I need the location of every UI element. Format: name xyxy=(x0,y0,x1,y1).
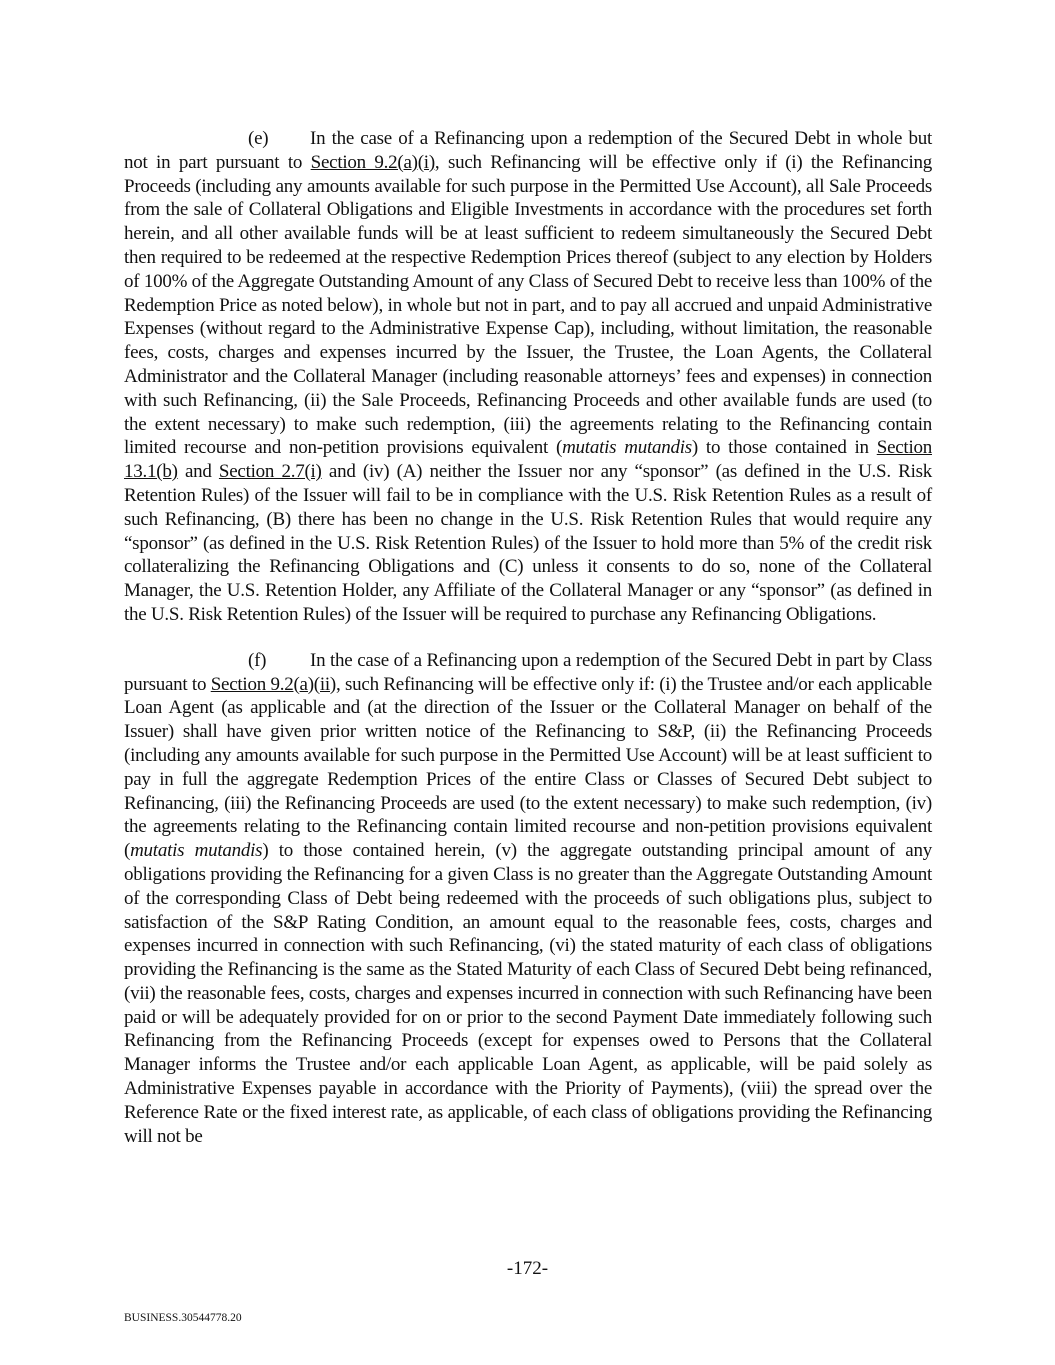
paragraph-f xyxy=(124,649,932,1149)
text-segment: ) to those contained in xyxy=(691,437,877,459)
body-text xyxy=(124,127,932,1148)
document-id: BUSINESS.30544778.20 xyxy=(124,1312,242,1324)
section-reference-link[interactable]: Section 9.2(a)(i) xyxy=(310,151,435,173)
section-reference-link[interactable]: Section 13.1(b) xyxy=(124,437,932,483)
text-segment: In the case of a Refinancing upon a redemption of the Secured Debt in part by Class pursuant to xyxy=(124,649,932,695)
italic-term: mutatis mutandis xyxy=(562,437,692,459)
text-segment: ) to those contained herein, (v) the aggregate outstanding principal amount of any obligations providing the Refinancing for a given Class is no greater than the Aggregate Outstanding Amount of the corresponding Class of Debt being redeemed with the proceeds of such obligations plus, subject to satisfaction of the S&P Rating Condition, an amount equal to the reasonable fees, costs, charges and expenses incurred in connection with such Refinancing, (vi) the stated maturity of each class of obligations providing the Refinancing is the same as the Stated Maturity of each Class of Secured Debt being refinanced, (vii) the reasonable fees, costs, charges and expenses incurred in connection with such Refinancing have been paid or will be adequately provided for on or prior to the second Payment Date immediately following such Refinancing from the Refinancing Proceeds (except for expenses owed to Persons that the Collateral Manager informs the Trustee and/or each applicable Loan Agent, as applicable, will be paid solely as Administrative Expenses payable in accordance with the Priority of Payments), (viii) the spread over the Reference Rate or the fixed interest rate, as applicable, of each class of obligations providing the Refinancing will not be xyxy=(124,840,932,1147)
text-segment: and (iv) (A) neither the Issuer nor any “sponsor” (as defined in the U.S. Risk Retention Rules) of the Issuer will fail to be in compliance with the U.S. Risk Retention Rules as a result of such Refinancing, (B) there has been no change in the U.S. Risk Retention Rules that would require any “sponsor” (as defined in the U.S. Risk Retention Rules) of the Issuer to hold more than 5% of the credit risk collateralizing the Refinancing Obligations and (C) unless it consents to do so, none of the Collateral Manager, the U.S. Retention Holder, any Affiliate of the Collateral Manager or any “sponsor” (as defined in the U.S. Risk Retention Rules) of the Issuer will be required to purchase any Refinancing Obligations. xyxy=(124,461,932,625)
text-segment: , such Refinancing will be effective only if (i) the Refinancing Proceeds (including any amounts available for such purpose in the Permitted Use Account), all Sale Proceeds from the sale of Collateral Obligations and Eligible Investments in accordance with the procedures set forth herein, and all other available funds will be at least sufficient to redeem simultaneously the Secured Debt then required to be redeemed at the respective Redemption Prices thereof (subject to any election by Holders of 100% of the Aggregate Outstanding Amount of any Class of Secured Debt to receive less than 100% of the Redemption Price as noted below), in whole but not in part, and to pay all accrued and unpaid Administrative Expenses (without regard to the Administrative Expense Cap), including, without limitation, the reasonable fees, costs, charges and expenses incurred by the Issuer, the Trustee, the Loan Agents, the Collateral Administrator and the Collateral Manager (including reasonable attorneys’ fees and expenses) in connection with such Refinancing, (ii) the Sale Proceeds, Refinancing Proceeds and other available funds are used (to the extent necessary) to make such redemption, (iii) the agreements relating to the Refinancing contain limited recourse and non-petition provisions equivalent ( xyxy=(124,151,932,459)
text-segment: In the case of a Refinancing upon a redemption of the Secured Debt in whole but not in part pursuant to xyxy=(124,128,932,173)
text-segment: and xyxy=(177,461,219,483)
section-reference-link[interactable]: Section 2.7(i) xyxy=(218,461,322,483)
page-number: -172- xyxy=(506,1258,549,1279)
paragraph-marker: (e) xyxy=(248,128,269,149)
paragraph-e xyxy=(124,127,932,627)
paragraph-marker: (f) xyxy=(248,649,267,671)
text-segment: , such Refinancing will be effective only if: (i) the Trustee and/or each applicable Loan Agent (as applicable and (at the direction of the Issuer or the Collateral Manager on behalf of the Issuer) shall have given prior written notice of the Refinancing to S&P, (ii) the Refinancing Proceeds (including any amounts available for such purpose in the Permitted Use Account) will be at least sufficient to pay in full the aggregate Redemption Prices of the entire Class or Classes of Secured Debt subject to Refinancing, (iii) the Refinancing Proceeds are used (to the extent necessary) to make such redemption, (iv) the agreements relating to the Refinancing contain limited recourse and non-petition provisions equivalent ( xyxy=(124,673,932,862)
italic-term: mutatis mutandis xyxy=(130,840,263,862)
section-reference-link[interactable]: Section 9.2(a)(ii) xyxy=(210,673,337,695)
